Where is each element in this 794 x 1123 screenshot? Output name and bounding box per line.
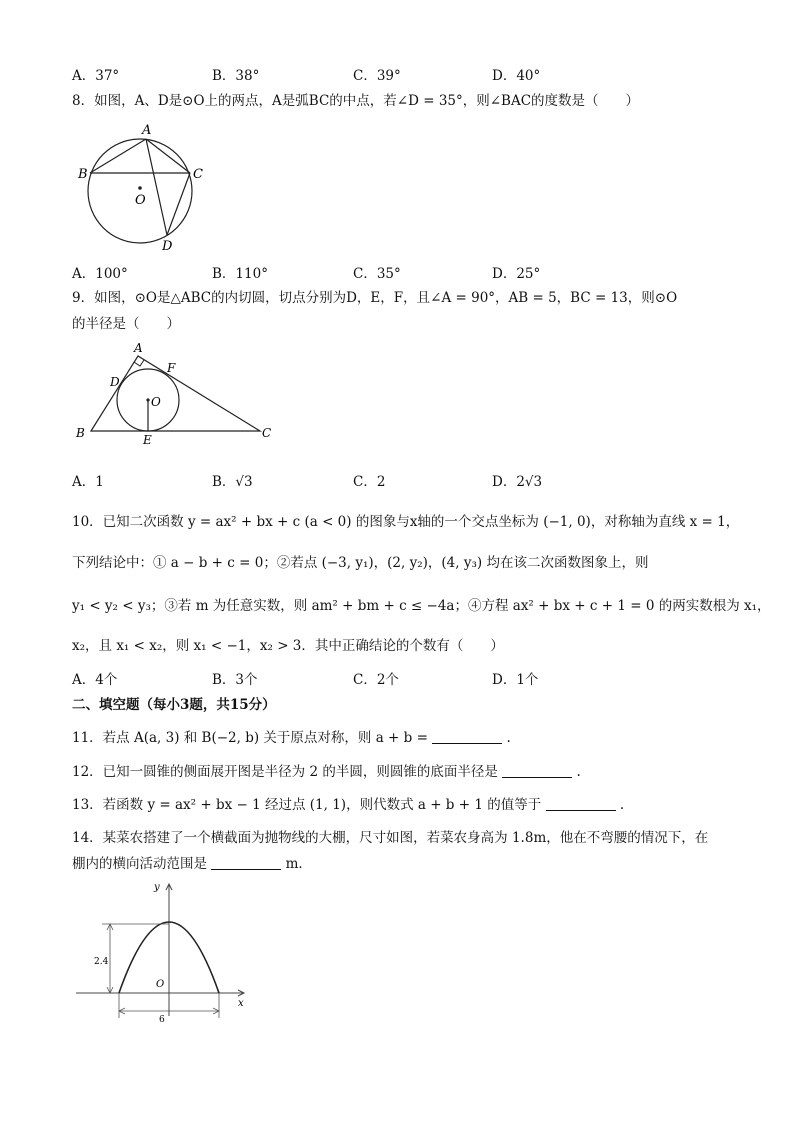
- q11-answer-blank[interactable]: [432, 729, 502, 744]
- circle-o: [88, 139, 192, 243]
- q7-options: [72, 64, 752, 84]
- q14-answer-blank[interactable]: [211, 855, 281, 870]
- q8-option-a: A．100°: [72, 266, 128, 282]
- label-f: F: [167, 361, 176, 375]
- q10-option-b: B．3个: [212, 672, 258, 688]
- q9-option-c: C．2: [353, 474, 386, 490]
- q13-text: 13．若函数 y = ax² + bx − 1 经过点 (1, 1)，则代数式 a + b + 1 的值等于: [72, 797, 542, 813]
- q14-unit: m．: [285, 856, 312, 872]
- q10-option-c: C．2个: [353, 672, 399, 688]
- q11-text: 11．若点 A(a, 3) 和 B(−2, b) 关于原点对称，则 a + b =: [72, 730, 428, 746]
- center-dot: [138, 186, 142, 190]
- incenter-dot: [146, 398, 149, 401]
- q9-option-d: D．2√3: [492, 474, 543, 490]
- q11-question: [72, 726, 511, 746]
- q9-question-line2: 的半径是（ ）: [72, 316, 180, 332]
- q9-question-line1: 9．如图，⊙O是△ABC的内切圆，切点分别为D，E，F，且∠A = 90°，AB = 5，BC = 13，则⊙O: [72, 290, 678, 306]
- y-axis-label: y: [154, 882, 160, 893]
- q7-option-b: B．38°: [212, 68, 260, 84]
- label-b: B: [78, 167, 88, 182]
- label-o: O: [135, 193, 146, 208]
- q14-parabola-figure: [72, 876, 262, 1024]
- q12-text: 12．已知一圆锥的侧面展开图是半径为 2 的半圆，则圆锥的底面半径是: [72, 764, 498, 780]
- q10-option-a: A．4个: [72, 672, 118, 688]
- q10-options: [72, 668, 752, 688]
- label-d: D: [162, 239, 173, 254]
- label-c: C: [262, 426, 272, 440]
- label-c: C: [193, 167, 203, 182]
- q13-answer-blank[interactable]: [546, 796, 616, 811]
- triangle-abc: [91, 356, 260, 431]
- q10-question-line3: y₁ < y₂ < y₃；③若 m 为任意实数，则 am² + bm + c ≤ −4a；④方程 ax² + bx + c + 1 = 0 的两实数根为 x₁，: [72, 598, 771, 614]
- q12-period: .: [576, 764, 581, 780]
- q8-option-b: B．110°: [212, 266, 268, 282]
- label-a: A: [142, 123, 152, 138]
- label-a: A: [134, 341, 143, 355]
- x-axis-label: x: [238, 998, 244, 1009]
- q12-question: [72, 760, 581, 780]
- q10-question-line1: 10．已知二次函数 y = ax² + bx + c (a < 0) 的图象与x轴的一个交点坐标为 (−1, 0)，对称轴为直线 x = 1，: [72, 514, 740, 530]
- q7-option-d: D．40°: [492, 68, 541, 84]
- q9-option-b: B．√3: [212, 474, 253, 490]
- label-o: O: [151, 395, 161, 409]
- q10-option-d: D．1个: [492, 672, 539, 688]
- q14-text: 棚内的横向活动范围是: [72, 856, 207, 872]
- q7-option-a: A．37°: [72, 68, 120, 84]
- q9-triangle-figure: [72, 338, 282, 448]
- height-label: 2.4: [94, 957, 109, 967]
- label-e: E: [143, 433, 152, 447]
- q13-question: [72, 793, 624, 813]
- q12-answer-blank[interactable]: [502, 763, 572, 778]
- width-label: 6: [159, 1015, 165, 1024]
- q8-option-d: D．25°: [492, 266, 541, 282]
- label-b: B: [76, 426, 85, 440]
- q8-options: [72, 262, 752, 282]
- q14-question-line2: [72, 852, 312, 872]
- q10-question-line4: x₂，且 x₁ < x₂，则 x₁ < −1，x₂ > 3．其中正确结论的个数有（ ）: [72, 638, 504, 654]
- q7-option-c: C．39°: [353, 68, 401, 84]
- q11-period: .: [506, 730, 511, 746]
- section-heading-fill-in: 二、填空题（每小3题，共15分）: [72, 697, 276, 713]
- q13-period: .: [619, 797, 625, 813]
- label-d: D: [110, 375, 120, 389]
- q8-question: 8．如图，A、D是⊙O上的两点，A是弧BC的中点，若∠D = 35°，则∠BAC的度数是（ ）: [72, 93, 640, 109]
- origin-label: O: [156, 979, 165, 990]
- q10-question-line2: 下列结论中：① a − b + c = 0；②若点 (−3, y₁)，(2, y₂)，(4, y₃) 均在该二次函数图象上，则: [72, 555, 649, 571]
- q8-option-c: C．35°: [353, 266, 401, 282]
- q9-options: [72, 470, 752, 490]
- q8-circle-figure: [72, 118, 212, 256]
- q9-option-a: A．1: [72, 474, 104, 490]
- q14-question-line1: 14．某菜农搭建了一个横截面为抛物线的大棚，尺寸如图，若菜农身高为 1.8m，他在不弯腰的情况下，在: [72, 830, 709, 846]
